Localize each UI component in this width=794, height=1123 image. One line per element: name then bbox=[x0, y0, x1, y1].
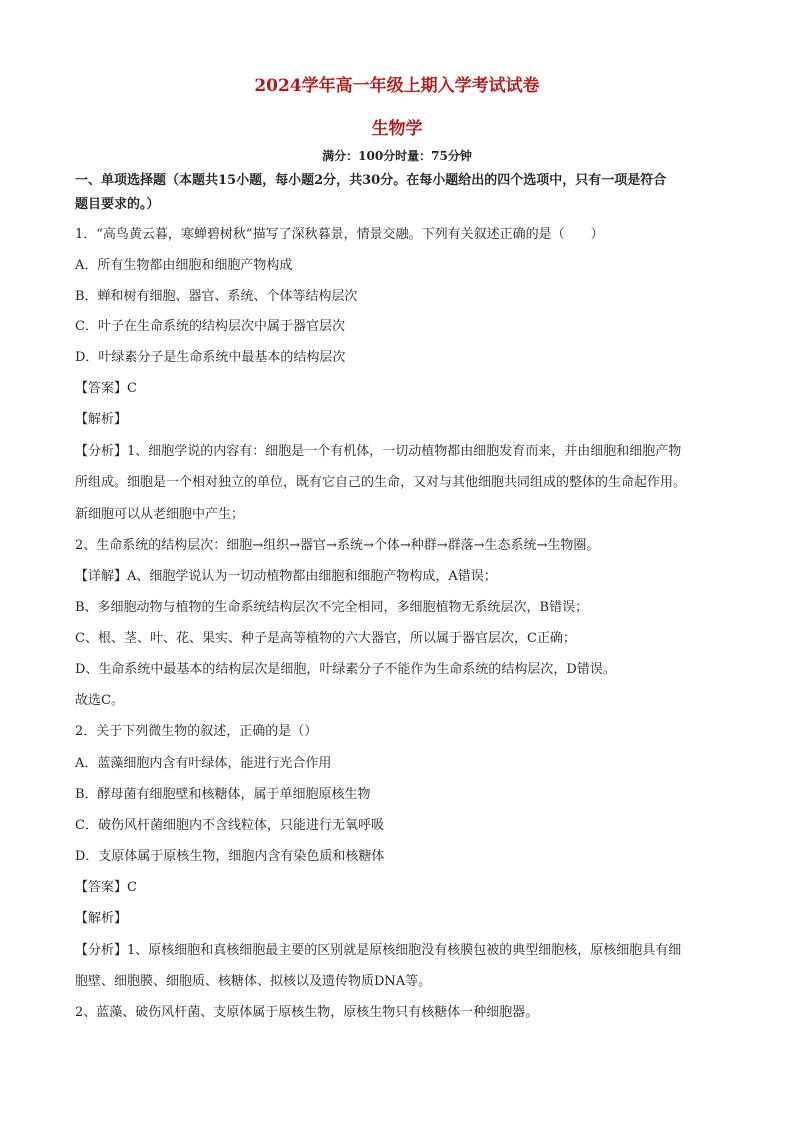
question-2-analysis-line: 胞壁、细胞膜、细胞质、核糖体、拟核以及遗传物质DNA等。 bbox=[75, 974, 432, 989]
question-1-option-b: B．蝉和树有细胞、器官、系统、个体等结构层次 bbox=[75, 289, 358, 304]
question-2-analysis-line: 2、蓝藻、破伤风杆菌、支原体属于原核生物，原核生物只有核糖体一种细胞器。 bbox=[75, 1005, 539, 1020]
question-1-analysis-line: D、生命系统中最基本的结构层次是细胞，叶绿素分子不能作为生命系统的结构层次，D错误。 bbox=[75, 662, 616, 677]
question-2-stem: 2．关于下列微生物的叙述，正确的是（） bbox=[75, 724, 318, 739]
question-2-answer: 【答案】C bbox=[75, 880, 137, 895]
question-1-option-c: C．叶子在生命系统的结构层次中属于器官层次 bbox=[75, 319, 345, 334]
question-1-analysis-line: 2、生命系统的结构层次：细胞→组织→器官→系统→个体→种群→群落→生态系统→生物圈。 bbox=[75, 538, 600, 553]
section-heading: 一、单项选择题（本题共15小题，每小题2分，共30分。在每小题给出的四个选项中，只有一项是符合 bbox=[75, 173, 667, 188]
question-1-analysis-line: 【详解】A、细胞学说认为一切动植物都由细胞和细胞产物构成，A错误； bbox=[75, 569, 497, 584]
question-1-analysis-line: C、根、茎、叶、花、果实、种子是高等植物的六大器官，所以属于器官层次，C正确； bbox=[75, 631, 576, 646]
question-2-analysis-line: 【分析】1、原核细胞和真核细胞最主要的区别就是原核细胞没有核膜包被的典型细胞核，原核细胞具有细 bbox=[75, 943, 682, 958]
question-1-option-d: D．叶绿素分子是生命系统中最基本的结构层次 bbox=[75, 350, 346, 365]
question-2-option-c: C．破伤风杆菌细胞内不含线粒体，只能进行无氧呼吸 bbox=[75, 818, 384, 833]
question-1-answer: 【答案】C bbox=[75, 381, 137, 396]
question-1-analysis-line: 所组成。细胞是一个相对独立的单位，既有它自己的生命，又对与其他细胞共同组成的整体的生命起作用。 bbox=[75, 475, 687, 490]
question-2-option-b: B．酵母菌有细胞壁和核糖体，属于单细胞原核生物 bbox=[75, 787, 371, 802]
question-1-analysis-line: 【分析】1、细胞学说的内容有：细胞是一个有机体，一切动植物都由细胞发育而来，并由细胞和细胞产物 bbox=[75, 444, 682, 459]
question-1-stem: 1．“高鸟黄云暮，寒蝉碧树秋”描写了深秋暮景，情景交融。下列有关叙述正确的是（ ） bbox=[75, 227, 604, 242]
question-1-analysis-label: 【解析】 bbox=[75, 412, 128, 427]
exam-title: 2024学年高一年级上期入学考试试卷 bbox=[254, 76, 540, 96]
question-2-option-d: D．支原体属于原核生物，细胞内含有染色质和核糖体 bbox=[75, 849, 385, 864]
section-heading-cont: 题目要求的。） bbox=[75, 197, 160, 212]
question-1-analysis-line: B、多细胞动物与植物的生命系统结构层次不完全相同，多细胞植物无系统层次，B错误； bbox=[75, 600, 589, 615]
question-1-analysis-line: 新细胞可以从老细胞中产生； bbox=[75, 507, 245, 522]
question-1-option-a: A．所有生物都由细胞和细胞产物构成 bbox=[75, 258, 293, 273]
question-2-analysis-label: 【解析】 bbox=[75, 911, 128, 926]
subject-title: 生物学 bbox=[371, 119, 423, 139]
question-2-option-a: A．蓝藻细胞内含有叶绿体，能进行光合作用 bbox=[75, 756, 332, 771]
score-time-info: 满分：100分时量：75分钟 bbox=[322, 149, 472, 163]
question-1-analysis-line: 故选C。 bbox=[75, 693, 124, 708]
